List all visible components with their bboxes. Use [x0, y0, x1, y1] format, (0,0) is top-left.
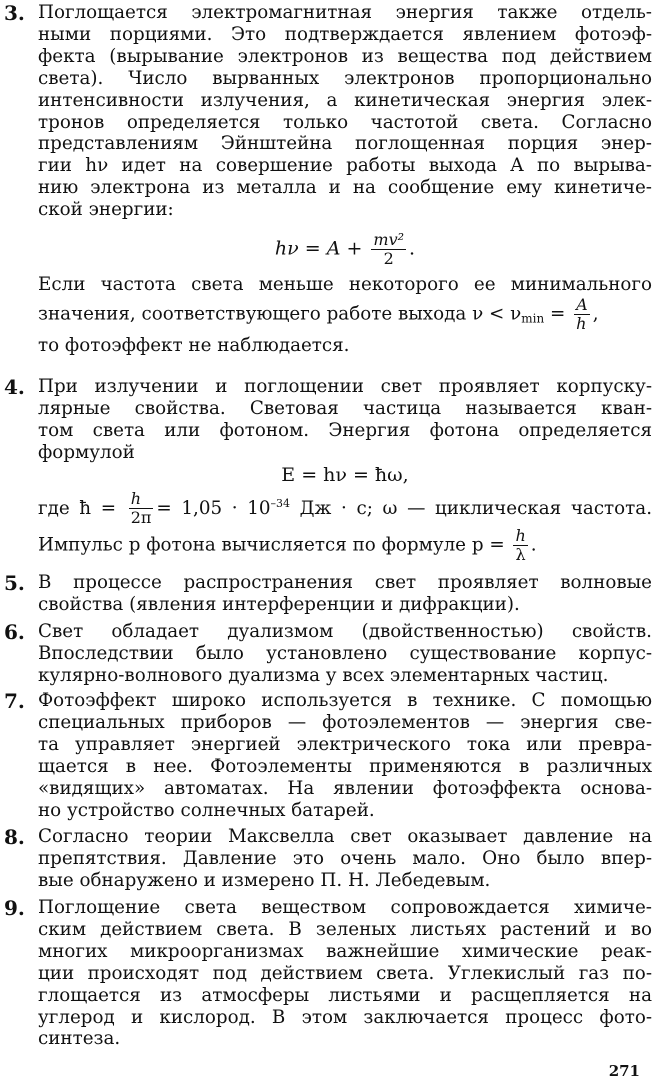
- text-line: том света или фотоном. Энергия фотона определяется: [38, 419, 652, 441]
- denominator: λ: [513, 545, 527, 564]
- formula-left: hν = A +: [274, 237, 363, 260]
- formula-end: .: [409, 237, 416, 260]
- text-line: нию электрона из металла и на сообщение ему кинетиче-: [38, 177, 652, 199]
- text-line: Впоследствии было установлено существование корпус-: [38, 642, 652, 664]
- item-number: 9.: [4, 896, 25, 920]
- item-8: [0, 826, 652, 892]
- exponent: –34: [270, 496, 290, 510]
- text-line: Поглощение света веществом сопровождается химиче-: [38, 897, 652, 918]
- item-number: 4.: [4, 375, 25, 399]
- numerator: h: [130, 489, 142, 509]
- text-line: тронов определяется только частотой света. Согласно: [38, 111, 652, 133]
- text-line: но устройство солнечных батарей.: [38, 799, 375, 821]
- text-line: ции происходят под действием света. Углекислый газ по-: [38, 962, 652, 984]
- text-line: вые обнаружено и измерено П. Н. Лебедевым.: [38, 869, 491, 891]
- item-9: [0, 897, 652, 1050]
- hbar-definition: [38, 486, 652, 528]
- text-line: формулой: [38, 441, 135, 463]
- equals: =: [544, 303, 566, 325]
- text-line: многих микроорганизмах важнейшие химические реак-: [38, 940, 652, 962]
- condition-end: ,: [592, 303, 599, 325]
- numerator: A: [576, 294, 588, 314]
- text-line: Свет обладает дуализмом (двойственностью) свойств.: [38, 621, 652, 642]
- item-number: 7.: [4, 689, 25, 713]
- hbar-value: = 1,05 · 10: [156, 497, 271, 519]
- threshold-condition: [38, 296, 652, 336]
- text-line: ской энергии:: [38, 199, 174, 221]
- subscript: min: [521, 311, 545, 326]
- text-line: Поглощается электромагнитная энергия также отдель-: [38, 2, 652, 23]
- text-line: При излучении и поглощении свет проявляет корпуску-: [38, 376, 652, 397]
- text-line: то фотоэффект не наблюдается.: [38, 335, 350, 357]
- fraction: [574, 296, 590, 333]
- item-3: [0, 2, 652, 357]
- denominator: 2π: [130, 508, 152, 528]
- item-6: [0, 621, 652, 687]
- text-line: света). Число вырванных электронов пропорционально: [38, 67, 652, 89]
- hbar-prefix: где ħ =: [38, 497, 117, 519]
- condition-text: значения, соответствующего работе выхода ν < ν: [38, 303, 522, 325]
- text-line: представлениям Эйнштейна поглощенная порция энер-: [38, 133, 652, 155]
- momentum-text: Импульс p фотона вычисляется по формуле p =: [38, 534, 505, 556]
- text-line: Если частота света меньше некоторого ее минимального: [38, 274, 652, 296]
- text-line: «видящих» автоматах. На явлении фотоэффекта основа-: [38, 777, 652, 799]
- momentum-end: .: [530, 534, 537, 556]
- denominator: 2: [371, 249, 406, 268]
- einstein-formula: [38, 231, 652, 268]
- denominator: h: [574, 314, 590, 333]
- text-line: та управляет энергией электрического тока или превра-: [38, 733, 652, 755]
- numerator: mv²: [373, 230, 405, 250]
- text-line: интенсивности излучения, а кинетическая энергия элек-: [38, 89, 652, 111]
- text-line: гии hν идет на совершение работы выхода A по вырыва-: [38, 155, 652, 177]
- item-number: 3.: [4, 1, 25, 25]
- fraction: [513, 527, 527, 564]
- text-line: Согласно теории Максвелла свет оказывает давление на: [38, 826, 652, 847]
- item-number: 6.: [4, 620, 25, 644]
- numerator: h: [515, 526, 526, 546]
- text-line: Фотоэффект широко используется в технике. С помощью: [38, 690, 652, 711]
- item-number: 5.: [4, 571, 25, 595]
- text-line: специальных приборов — фотоэлементов — энергия све-: [38, 711, 652, 733]
- text-line: ными порциями. Это подтверждается явлением фотоэф-: [38, 23, 652, 45]
- item-7: [0, 690, 652, 821]
- item-4: [0, 376, 652, 564]
- text-line: свойства (явления интерференции и дифракции).: [38, 593, 520, 615]
- fraction: [371, 231, 406, 268]
- text-line: углерод и кислород. В этом заключается процесс фото-: [38, 1006, 652, 1028]
- item-5: [0, 572, 652, 616]
- text-line: кулярно-волнового дуализма у всех элементарных частиц.: [38, 664, 609, 686]
- item-number: 8.: [4, 825, 25, 849]
- text-line: щается в нее. Фотоэлементы применяются в различных: [38, 755, 652, 777]
- momentum-formula: [38, 527, 652, 564]
- text-line: лярные свойства. Световая частица называется кван-: [38, 397, 652, 419]
- text-line: синтеза.: [38, 1028, 121, 1050]
- page-number: 271: [608, 1062, 640, 1080]
- text-line: В процессе распространения свет проявляет волновые: [38, 572, 652, 593]
- photon-energy-formula: E = hν = ħω,: [281, 463, 409, 486]
- hbar-rest: Дж · с; ω — циклическая частота.: [290, 497, 653, 519]
- text-line: препятствия. Давление это очень мало. Оно было впер-: [38, 847, 652, 869]
- text-line: фекта (вырывание электронов из вещества под действием: [38, 45, 652, 67]
- text-line: глощается из атмосферы листьями и расщепляется на: [38, 984, 652, 1006]
- text-line: ским действием света. В зеленых листьях растений и во: [38, 918, 652, 940]
- fraction: [129, 490, 154, 527]
